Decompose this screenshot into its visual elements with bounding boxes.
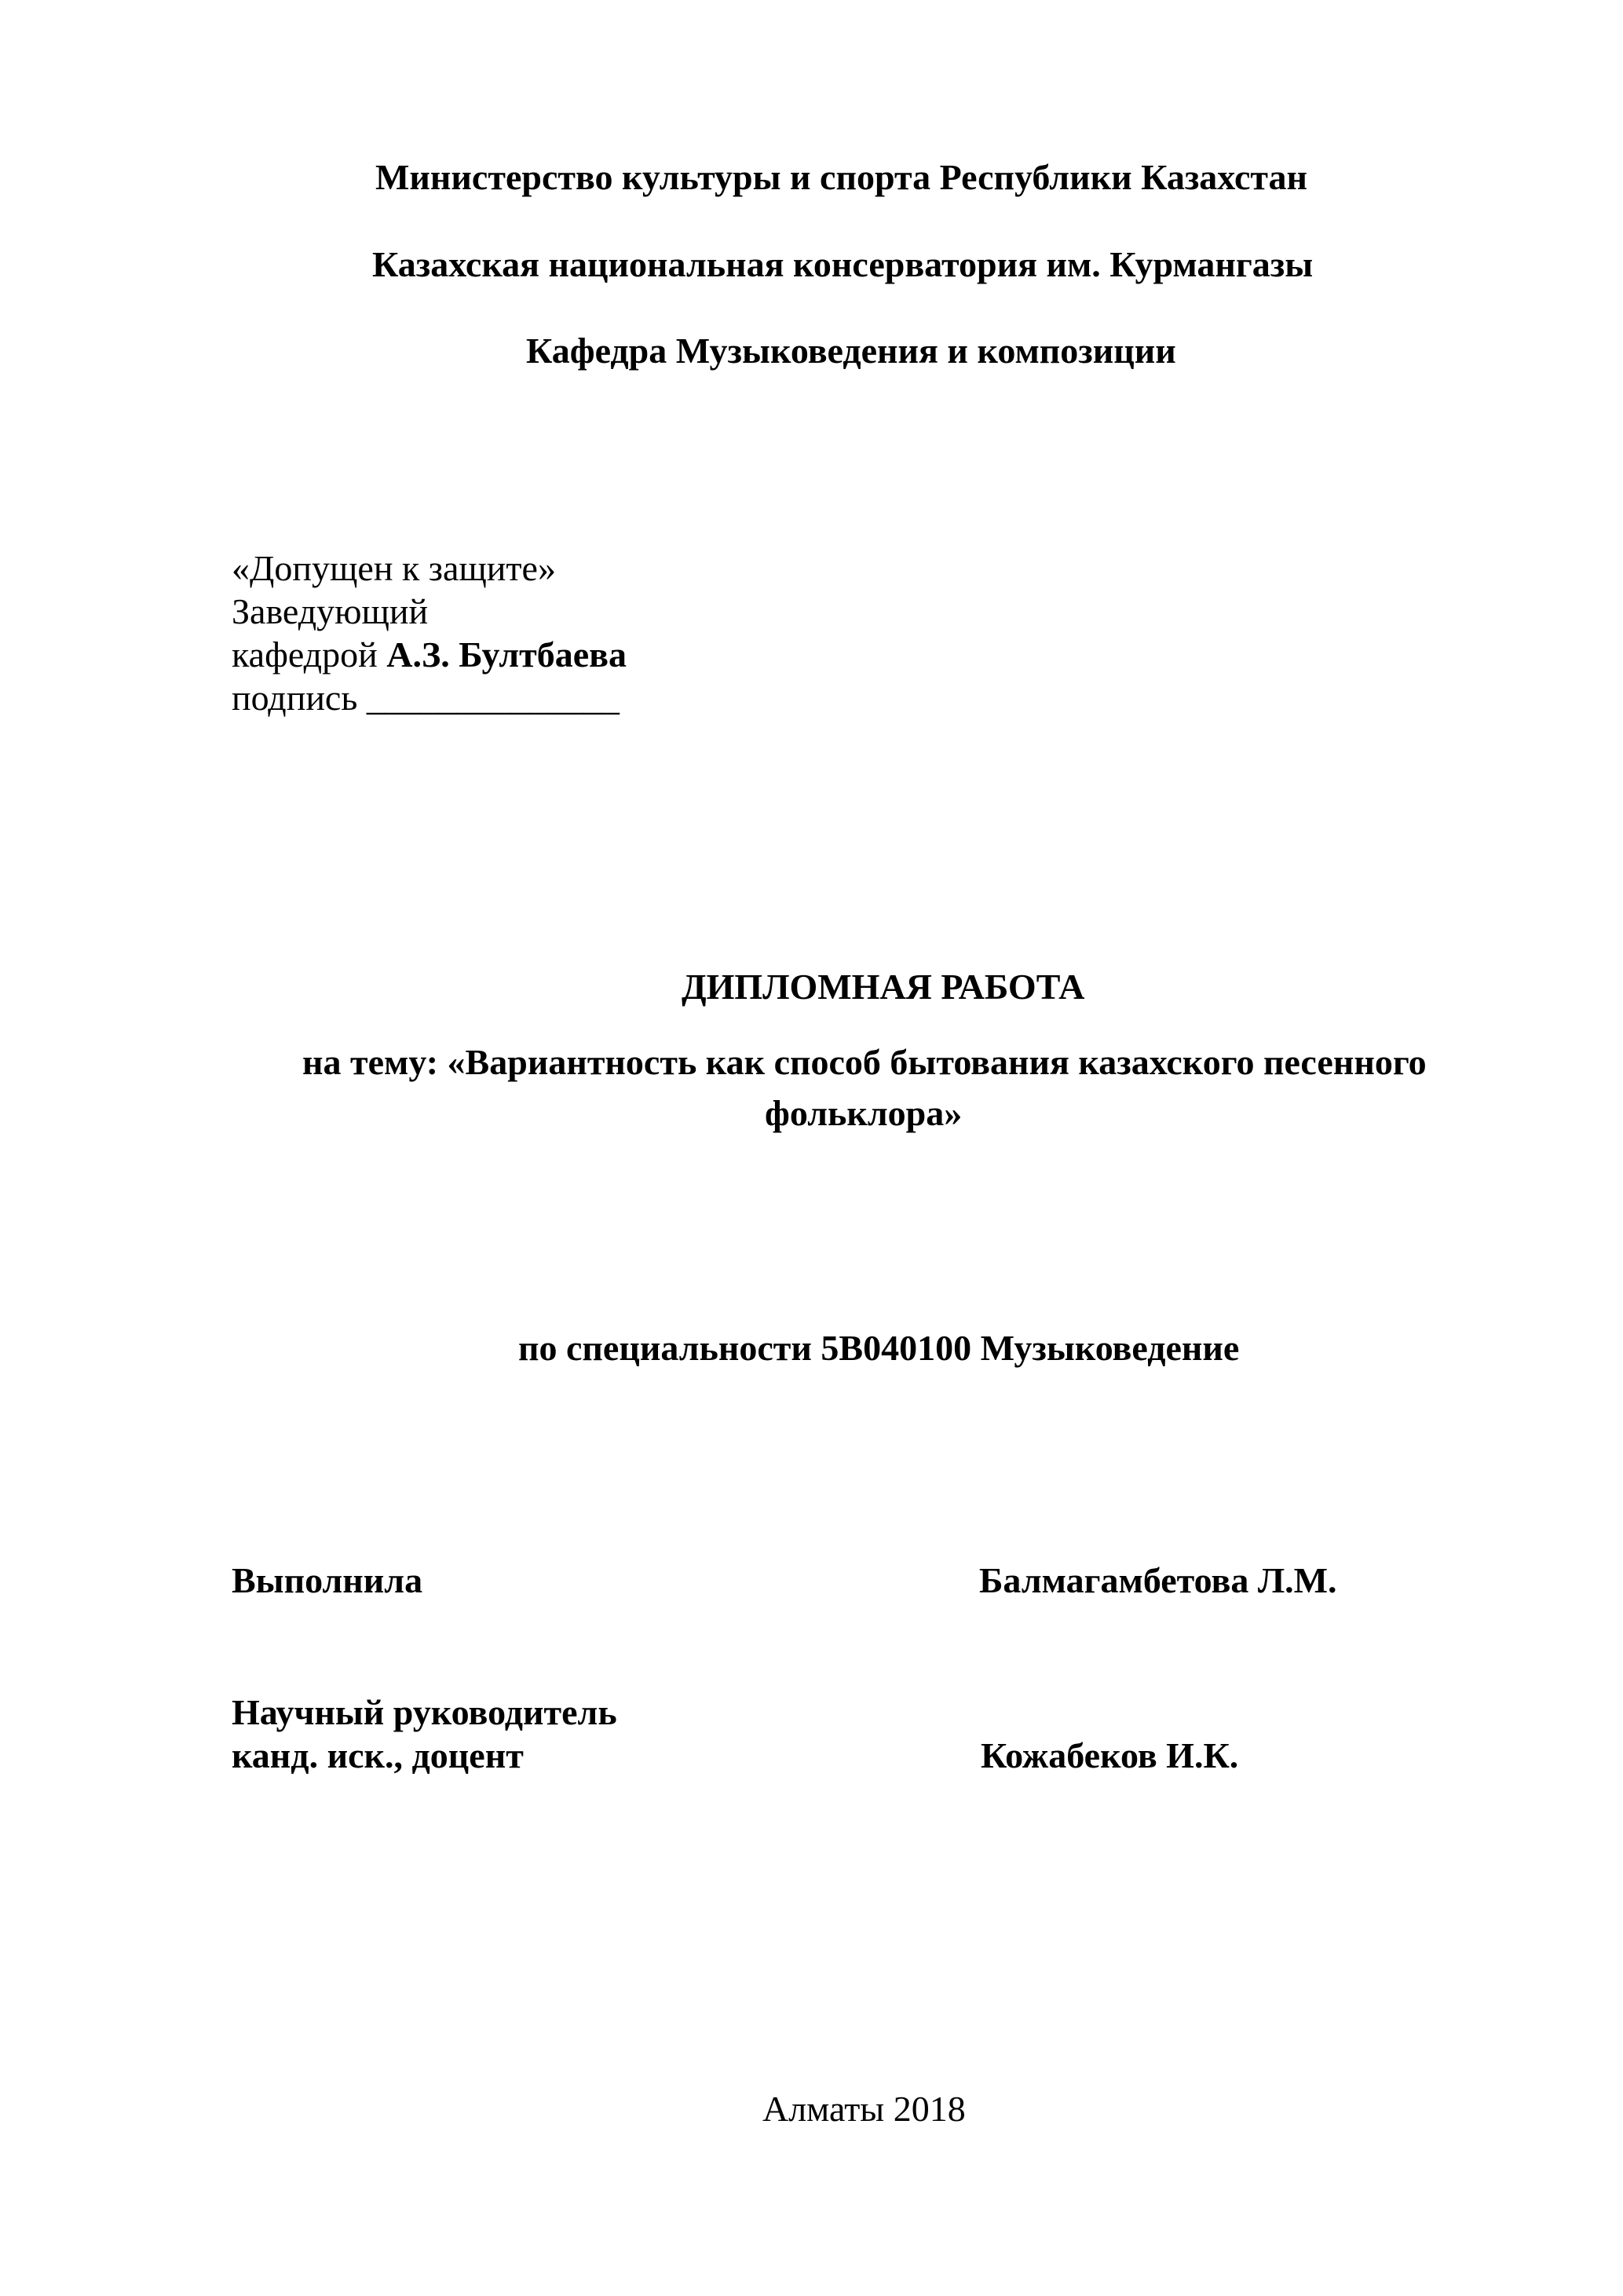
institution-heading: Казахская национальная консерватория им. Курмангазы: [372, 244, 1314, 284]
department-heading: Кафедра Музыковедения и композиции: [526, 331, 1176, 371]
signature-label: подпись: [232, 678, 358, 718]
performer-name: Балмагамбетова Л.М.: [979, 1560, 1337, 1600]
supervisor-degree: канд. иск., доцент: [232, 1735, 524, 1775]
topic-line-1: на тему: «Вариантность как способ бытования казахского песенного: [302, 1042, 1427, 1082]
head-title: Заведующий: [232, 591, 429, 631]
topic-line-2: фольклора»: [765, 1093, 963, 1133]
supervisor-label: Научный руководитель: [232, 1692, 617, 1732]
ministry-heading: Министерство культуры и спорта Республики Казахстан: [375, 157, 1308, 197]
city-year: Алматы 2018: [762, 2089, 966, 2129]
dept-prefix: кафедрой: [232, 634, 387, 675]
signature-line: [232, 676, 620, 720]
head-name: А.З. Бултбаева: [386, 634, 627, 675]
performer-label: Выполнила: [232, 1560, 423, 1600]
work-type: ДИПЛОМНАЯ РАБОТА: [682, 967, 1085, 1007]
signature-blank: ______________: [366, 678, 620, 718]
head-line: [232, 633, 627, 677]
admitted-to-defense: «Допущен к защите»: [232, 548, 556, 588]
specialty: по специальности 5В040100 Музыковедение: [518, 1328, 1240, 1368]
supervisor-name: Кожабеков И.К.: [981, 1735, 1239, 1775]
